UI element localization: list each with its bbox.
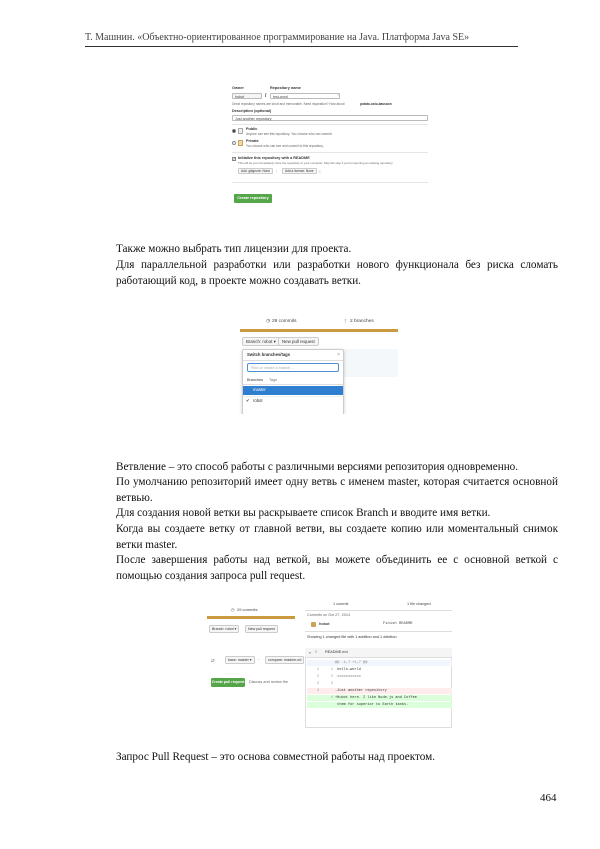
commit-count[interactable]: 1 commit <box>333 602 349 606</box>
old-line-number: 1 <box>316 668 319 672</box>
paragraph: Также можно выбрать тип лицензии для проекта. <box>116 243 352 255</box>
avatar <box>311 622 316 627</box>
compare-branch-select[interactable]: compare: readme-ed <box>265 656 304 664</box>
line-text: them for superior to Earth tanks. <box>335 703 409 707</box>
paragraph: Для создания новой ветки вы раскрываете список Branch и вводите имя ветки. <box>116 507 491 519</box>
diff-file-name[interactable]: README.md <box>325 650 348 654</box>
tab-tags[interactable]: Tags <box>269 378 278 382</box>
lock-icon <box>238 140 243 146</box>
repo-name-label: Repository name <box>270 86 301 90</box>
line-text: -Just another repository <box>335 689 387 693</box>
init-readme-hint: This will let you immediately clone the repository to your computer. Skip this step if you're importing an existing repository. <box>238 161 394 165</box>
commits-count[interactable]: 29 commits <box>272 319 297 324</box>
license-select[interactable]: Add a license: None <box>282 168 317 174</box>
line-text: =========== <box>335 675 361 679</box>
branch-select-button[interactable]: Branch: robot ▾ <box>209 625 239 633</box>
divider <box>232 124 428 125</box>
description-label: Description (optional) <box>232 109 272 113</box>
branch-item-master[interactable]: master <box>243 386 343 395</box>
line-text: +Hubot here. I like Node.js and Coffee <box>335 696 417 700</box>
line-text: hello-world <box>335 668 361 672</box>
paragraph: Для параллельной разработки или разработки нового функционала без риска сломать работающий код, в проекте можно создавать ветки. <box>116 259 558 287</box>
commits-on-date: Commits on Oct 27, 2014 <box>307 613 351 617</box>
divider <box>232 152 428 153</box>
paragraph: Запрос Pull Request – это основа совместной работы над проектом. <box>116 751 436 763</box>
branch-menu-title: Switch branches/tags <box>247 352 291 357</box>
close-icon[interactable]: × <box>337 352 340 358</box>
paragraph: По умолчанию репозиторий имеет одну ветвь с именем master, которая считается основной ветвью. <box>116 476 558 504</box>
owner-separator: / <box>265 93 267 99</box>
branch-select-button[interactable]: Branch: robot ▾ <box>242 337 280 346</box>
diff-count-icon: 2 <box>315 650 318 654</box>
base-branch-select[interactable]: base: master ▾ <box>225 656 255 664</box>
owner-label: Owner <box>232 86 244 90</box>
public-radio[interactable] <box>232 129 236 133</box>
repo-name-suggestion[interactable]: potato-octo-bassoon <box>360 102 392 106</box>
create-repository-button[interactable]: Create repository <box>234 194 272 203</box>
page-number: 464 <box>540 792 557 804</box>
new-line-number: 3 <box>330 682 333 686</box>
private-hint: You choose who can see and commit to this repository. <box>246 144 324 148</box>
running-title: Т. Машнин. «Объектно-ориентированное программирование на Java. Платформа Java SE» <box>85 32 470 43</box>
diff-summary: Showing 1 changed file with 1 addition and 1 deletion. <box>307 635 398 639</box>
divider <box>243 360 343 361</box>
new-line-number: 1 <box>330 668 333 672</box>
discuss-text: Discuss and review the <box>249 680 289 684</box>
branch-dropdown-figure <box>236 316 398 414</box>
paragraph: После завершения работы над веткой, вы можете объединить ее с основной веткой с помощью создания запроса pull request. <box>116 554 558 582</box>
new-pull-request-button[interactable]: New pull request <box>245 625 278 633</box>
files-changed-count[interactable]: 1 file changed <box>407 602 431 606</box>
hunk-text: @@ -1,7 +1,7 @@ <box>335 661 368 665</box>
new-line-number: 4 <box>330 696 333 700</box>
new-pull-request-button[interactable]: New pull request <box>278 337 319 346</box>
diff-line <box>307 667 452 673</box>
branch-filter-input[interactable]: Find or create a branch… <box>247 363 339 372</box>
check-icon: ✔ <box>246 398 250 403</box>
paragraph: Когда вы создаете ветку от главной ветви, вы создаете копию или моментальный снимок ветки master. <box>116 523 558 551</box>
owner-select[interactable]: hobot <box>232 93 262 99</box>
create-pull-request-button[interactable]: Create pull request <box>211 678 245 687</box>
public-hint: Anyone can see this repository. You choose who can commit. <box>246 132 333 136</box>
gitignore-select[interactable]: Add .gitignore: None <box>238 168 273 174</box>
old-line-number: 2 <box>316 675 319 679</box>
public-label: Public <box>246 127 258 131</box>
expand-icon[interactable]: ▾ <box>309 651 311 655</box>
book-icon <box>238 128 243 134</box>
diff-line <box>307 674 452 680</box>
tab-branches[interactable]: Branches <box>247 378 264 382</box>
repo-name-input[interactable]: test-word <box>270 93 340 99</box>
description-input[interactable]: Just another repository <box>232 115 428 121</box>
new-line-number: 2 <box>330 675 333 679</box>
header-rule <box>85 46 518 47</box>
file-list-background <box>342 349 398 377</box>
info-icon: ⓘ <box>318 170 322 174</box>
commits-icon: ◷ <box>231 607 235 612</box>
branches-count[interactable]: 2 branches <box>350 319 374 324</box>
create-repository-figure <box>208 82 448 210</box>
commit-author[interactable]: hobot <box>319 622 330 626</box>
separator-bar: | <box>276 169 277 173</box>
commits-count[interactable]: 29 commits <box>237 607 258 612</box>
commits-icon: ◷ <box>266 319 271 324</box>
divider <box>232 182 428 183</box>
compare-icon: ⇄ <box>211 658 215 663</box>
diff-hunk-header <box>307 660 452 666</box>
compare-dots: ... <box>257 657 261 661</box>
branch-icon: ᚴ <box>344 320 347 325</box>
diff-line <box>307 688 452 694</box>
branch-item-robot[interactable]: robot <box>253 398 263 403</box>
diff-line <box>307 681 452 687</box>
divider <box>305 631 452 632</box>
repo-stats-bar <box>240 316 398 332</box>
private-label: Private <box>246 139 259 143</box>
diff-line <box>307 695 452 701</box>
valid-check-icon: ✓ <box>337 93 340 97</box>
divider <box>243 384 343 385</box>
private-radio[interactable] <box>232 141 236 145</box>
paragraph: Ветвление – это способ работы с различными версиями репозитория одновременно. <box>116 461 519 473</box>
pull-request-figure <box>207 598 452 730</box>
commit-message[interactable]: Finish README <box>383 622 413 626</box>
init-readme-checkbox[interactable]: ✓ <box>233 157 237 161</box>
old-line-number: 4 <box>316 689 319 693</box>
diff-line <box>307 702 452 708</box>
repo-name-hint: Great repository names are short and memorable. Need inspiration? How about <box>232 102 345 106</box>
branch-menu <box>242 349 344 414</box>
init-readme-label: Initialize this repository with a README <box>238 156 310 160</box>
old-line-number: 3 <box>316 682 319 686</box>
